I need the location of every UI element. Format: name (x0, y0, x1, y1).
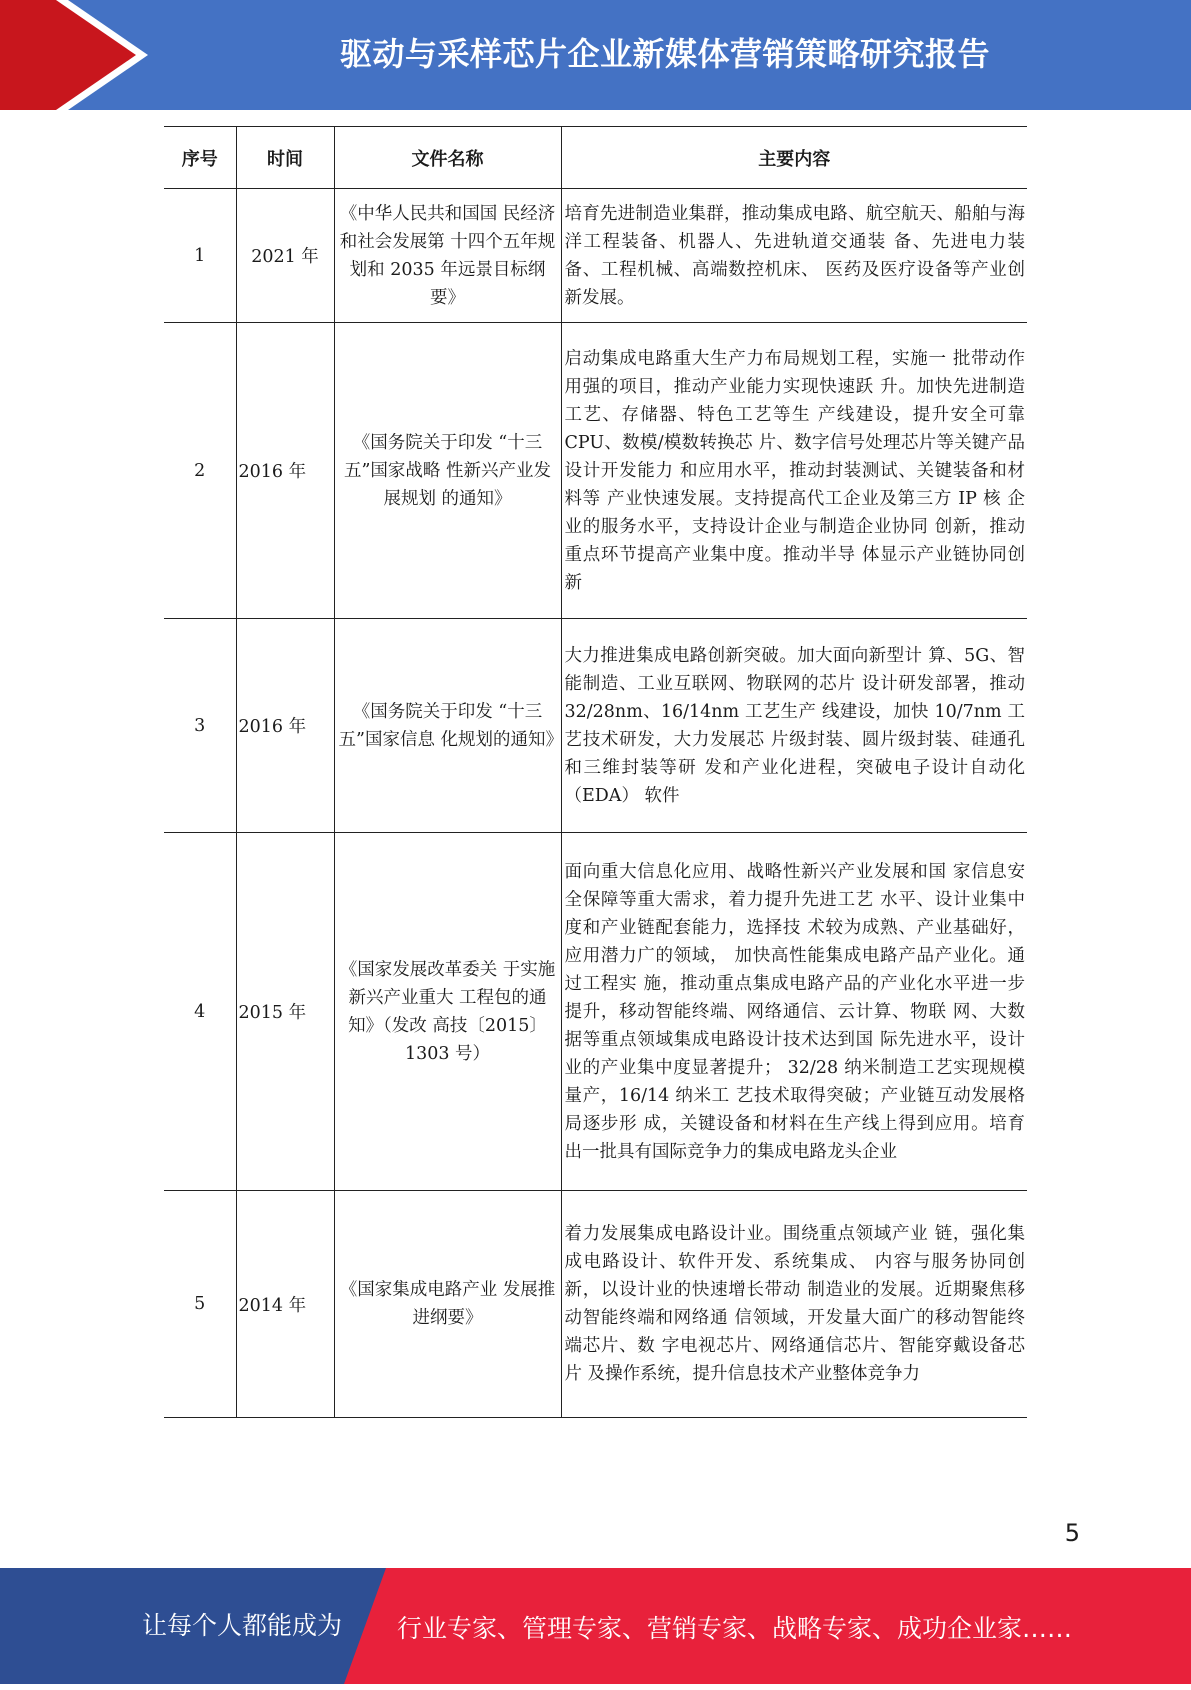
row-content (561, 189, 1027, 323)
table-row (164, 189, 1027, 323)
header-name: 文件名称 (334, 127, 561, 189)
table-header-row (164, 127, 1027, 189)
table-row (164, 323, 1027, 619)
header-content: 主要内容 (561, 127, 1027, 189)
page-number: 5 (1064, 1519, 1080, 1547)
header-num: 序号 (164, 127, 236, 189)
row-content-text: 启动集成电路重大生产力布局规划工程，实施一 批带动作用强的项目，推动产业能力实现快速跃 升。加快先进制造工艺、存储器、特色工艺等生 产线建设，提升安全可靠 CPU、数模/模数转换芯 片、数字信号处理芯片等关键产品设计开发能力 和应用水平，推动封装测试、关键装备和材料等 产业快速发展。支持提高代工企业及第三方 IP 核 企业的服务水平，支持设计企业与制造企业协同 创新，推动重点环节提高产业集中度。推动半导 体显示产业链协同创新 (564, 348, 1025, 593)
header-arrow-icon (0, 0, 160, 110)
header-banner (0, 0, 1191, 110)
row-document-name: 《国家集成电路产业 发展推进纲要》 (334, 1191, 561, 1418)
footer-banner (0, 1568, 1191, 1684)
row-document-name: 《国务院关于印发 “十三五”国家信息 化规划的通知》 (334, 619, 561, 833)
row-num: 5 (164, 1191, 236, 1418)
row-content (561, 619, 1027, 833)
header-time: 时间 (236, 127, 334, 189)
row-content (561, 323, 1027, 619)
table-row (164, 1191, 1027, 1418)
policy-table (164, 126, 1027, 1418)
row-time: 2021 年 (236, 189, 334, 323)
row-num: 2 (164, 323, 236, 619)
row-document-name: 《中华人民共和国国 民经济和社会发展第 十四个五年规划和 2035 年远景目标纲要》 (334, 189, 561, 323)
row-time: 2016 年 (236, 323, 334, 619)
row-time: 2016 年 (236, 619, 334, 833)
row-content (561, 1191, 1027, 1418)
footer-slogan-left: 让每个人都能成为 (142, 1611, 343, 1640)
row-num: 1 (164, 189, 236, 323)
row-num: 4 (164, 833, 236, 1191)
row-time: 2015 年 (236, 833, 334, 1191)
row-num: 3 (164, 619, 236, 833)
row-content-text: 大力推进集成电路创新突破。加大面向新型计 算、5G、智能制造、工业互联网、物联网的芯片 设计研发部署，推动 32/28nm、16/14nm 工艺生产 线建设，加快 10/7nm 工艺技术研发，大力发展芯 片级封装、圆片级封装、硅通孔和三维封装等研 发和产业化进程，突破电子设计自动化（EDA） 软件 (564, 645, 1025, 806)
row-document-name: 《国务院关于印发 “十三五”国家战略 性新兴产业发展规划 的通知》 (334, 323, 561, 619)
footer-slogan-right: 行业专家、管理专家、营销专家、战略专家、成功企业家…… (397, 1614, 1073, 1643)
row-document-name: 《国家发展改革委关 于实施新兴产业重大 工程包的通知》（发改 高技〔2015〕 1303 号） (334, 833, 561, 1191)
row-content (561, 833, 1027, 1191)
row-content-text: 着力发展集成电路设计业。围绕重点领域产业 链，强化集成电路设计、软件开发、系统集成、 内容与服务协同创新，以设计业的快速增长带动 制造业的发展。近期聚焦移动智能终端和网络通 信领域，开发量大面广的移动智能终端芯片、数 字电视芯片、网络通信芯片、智能穿戴设备芯片 及操作系统，提升信息技术产业整体竞争力 (564, 1224, 1025, 1384)
row-time: 2014 年 (236, 1191, 334, 1418)
row-content-text: 培育先进制造业集群，推动集成电路、航空航天、船舶与海洋工程装备、机器人、先进轨道交通装 备、先进电力装备、工程机械、高端数控机床、 医药及医疗设备等产业创新发展。 (564, 203, 1025, 308)
table-row (164, 833, 1027, 1191)
table-row (164, 619, 1027, 833)
report-title: 驱动与采样芯片企业新媒体营销策略研究报告 (339, 35, 990, 73)
row-content-text: 面向重大信息化应用、战略性新兴产业发展和国 家信息安全保障等重大需求，着力提升先进工艺 水平、设计业集中度和产业链配套能力，选择技 术较为成熟、产业基础好，应用潜力广的领域， 加快高性能集成电路产品产业化。通过工程实 施，推动重点集成电路产品的产业化水平进一步提升，移动智能终端、网络通信、云计算、物联 网、大数据等重点领域集成电路设计技术达到国 际先进水平，设计业的产业集中度显著提升； 32/28 纳米制造工艺实现规模量产，16/14 纳米工 艺技术取得突破；产业链互动发展格局逐步形 成，关键设备和材料在生产线上得到应用。培育 出一批具有国际竞争力的集成电路龙头企业 (564, 861, 1025, 1162)
